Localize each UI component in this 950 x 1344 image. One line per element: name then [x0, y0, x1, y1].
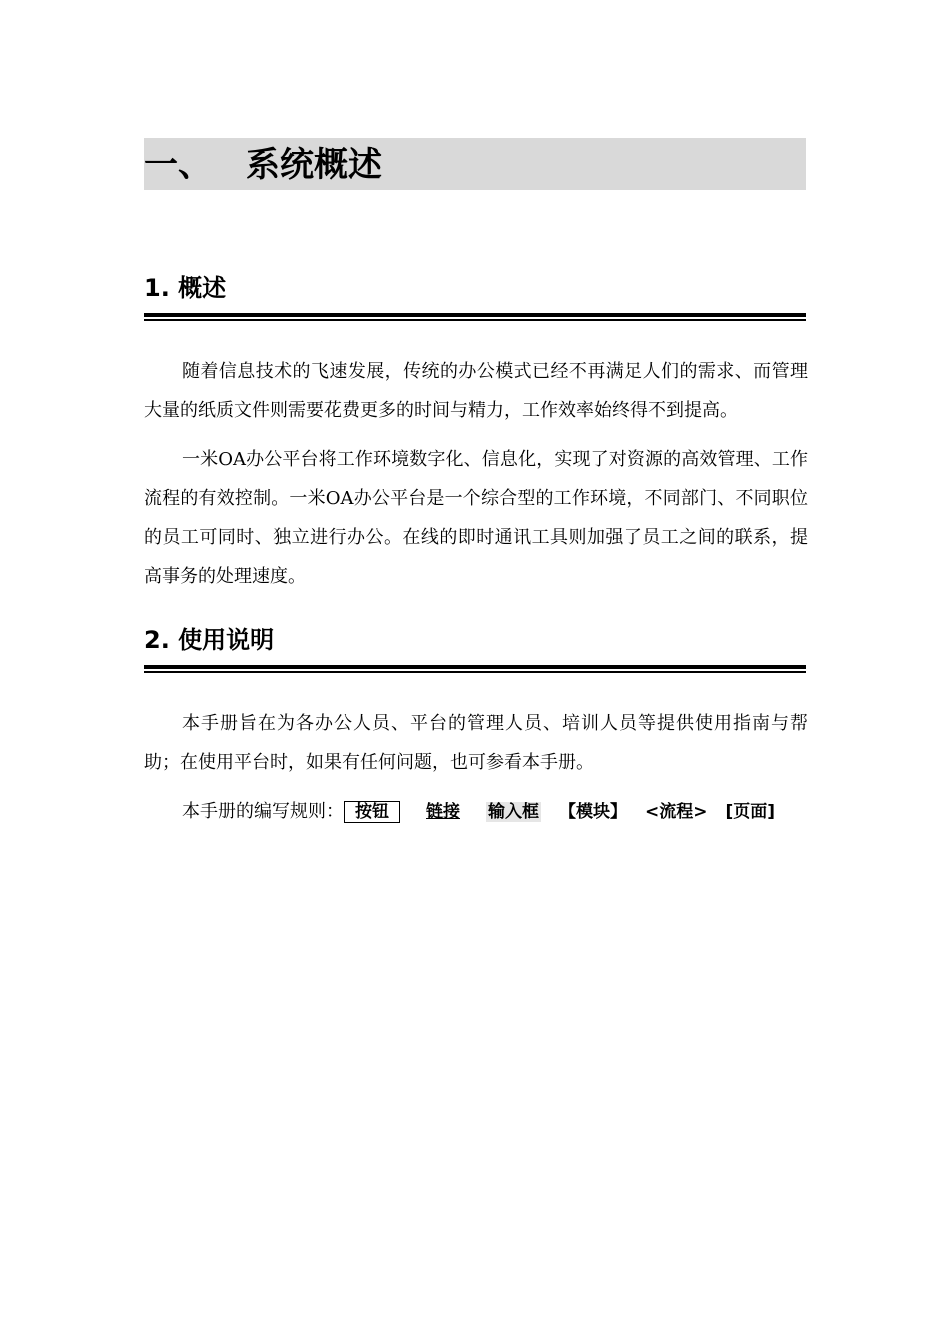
paragraph: 随着信息技术的飞速发展，传统的办公模式已经不再满足人们的需求、而管理大量的纸质文件则需要花费更多的时间与精力，工作效率始终得不到提高。	[144, 361, 808, 421]
section-rule-thin	[144, 671, 806, 673]
chapter-title: 系统概述	[246, 145, 382, 185]
section-title-overview: 1. 概述	[144, 274, 227, 302]
paragraph: 本手册旨在为各办公人员、平台的管理人员、培训人员等提供使用指南与帮助；在使用平台时，如果有任何问题，也可参看本手册。	[144, 713, 808, 773]
rule-module-sample: 【模块】	[559, 802, 627, 822]
rule-flow-sample: <流程>	[645, 802, 708, 822]
rule-button-sample: 按钮	[344, 801, 400, 823]
rule-link-sample: 链接	[426, 802, 460, 822]
section-rule-thick	[144, 665, 806, 669]
section-title-usage: 2. 使用说明	[144, 626, 275, 654]
section-rule-thin	[144, 319, 806, 321]
chapter-number: 一、	[144, 145, 212, 185]
writing-rules-line	[144, 795, 808, 829]
paragraph: 一米OA办公平台将工作环境数字化、信息化，实现了对资源的高效管理、工作流程的有效控制。一米OA办公平台是一个综合型的工作环境，不同部门、不同职位的员工可同时、独立进行办公。在线的即时通讯工具则加强了员工之间的联系，提高事务的处理速度。	[144, 449, 808, 587]
rules-intro: 本手册的编写规则：	[182, 801, 344, 822]
section-rule-thick	[144, 313, 806, 317]
rule-page-sample: [页面]	[725, 802, 776, 822]
chapter-heading-bar	[144, 138, 806, 190]
rule-input-sample: 输入框	[488, 802, 539, 822]
